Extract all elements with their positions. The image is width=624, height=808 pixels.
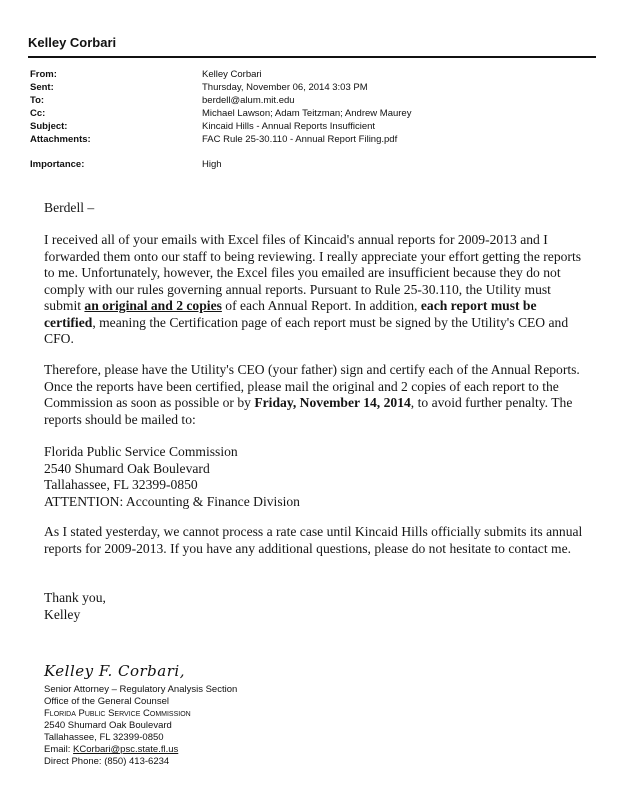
p1-emphasis-certified: each report must be certified xyxy=(44,298,537,330)
sig-street: 2540 Shumard Oak Boulevard xyxy=(44,720,172,731)
closing xyxy=(44,590,589,623)
email-label: Email: xyxy=(44,744,71,755)
greeting: Berdell – xyxy=(44,200,95,215)
closing-name: Kelley xyxy=(44,606,81,622)
p1-text-a: I received all of your emails with Excel files of Kincaid's annual reports for 2009-2013 and I forwarded them onto our staff to being reviewing. I really appreciate your effort getting the reports to me. Unfortunately, however, the Excel files you emailed are insufficient because they do not comply with our rules governing annual reports. Pursuant to Rule 25-30.110, the Utility must submit xyxy=(44,232,582,313)
sig-commission: Florida Public Service Commission xyxy=(44,708,191,719)
cc-value: Michael Lawson; Adam Teitzman; Andrew Maurey xyxy=(202,108,412,119)
paragraph-2 xyxy=(44,362,589,428)
attachments-label: Attachments: xyxy=(30,134,91,145)
attachment-file: FAC Rule 25-30.110 - Annual Report Filing.pdf xyxy=(202,134,398,145)
importance-label: Importance: xyxy=(30,159,85,170)
paragraph-3: As I stated yesterday, we cannot process a rate case until Kincaid Hills officially submits its annual reports for 2009-2013. If you have any additional questions, please do not hesitate to contact me. xyxy=(44,524,583,556)
signature-script-name: Kelley F. Corbari, xyxy=(44,662,185,680)
sig-city: Tallahassee, FL 32399-0850 xyxy=(44,732,164,743)
signature-block xyxy=(44,684,237,768)
sender-name-heading: Kelley Corbari xyxy=(28,35,117,50)
sent-value: Thursday, November 06, 2014 3:03 PM xyxy=(202,82,368,93)
p1-text-c: of each Annual Report. In addition, xyxy=(221,298,421,313)
mailing-address xyxy=(44,444,589,510)
p1-text-e: , meaning the Certification page of each report must be signed by the Utility's CEO and CFO. xyxy=(44,314,569,346)
sig-office: Office of the General Counsel xyxy=(44,696,169,707)
header-divider xyxy=(28,56,596,58)
p2-deadline-date: Friday, November 14, 2014 xyxy=(254,395,411,410)
address-line: ATTENTION: Accounting & Finance Division xyxy=(44,493,300,509)
p2-text-c: , to avoid further penalty. The reports should be mailed to: xyxy=(44,395,573,427)
address-line: 2540 Shumard Oak Boulevard xyxy=(44,460,210,476)
subject-label: Subject: xyxy=(30,121,68,132)
p1-emphasis-copies: an original and 2 copies xyxy=(84,298,222,313)
phone-number: (850) 413-6234 xyxy=(104,756,170,767)
p2-text-a: Therefore, please have the Utility's CEO (your father) sign and certify each of the Annual Reports. Once the reports have been certified, please mail the original and 2 copies of each report to the Commission as soon as possible or by xyxy=(44,362,580,410)
email-link[interactable]: KCorbari@psc.state.fl.us xyxy=(73,744,179,755)
sig-phone-row xyxy=(44,756,237,768)
paragraph-1 xyxy=(44,232,589,348)
closing-thanks: Thank you, xyxy=(44,590,106,605)
address-line: Tallahassee, FL 32399-0850 xyxy=(44,477,198,492)
sig-title: Senior Attorney – Regulatory Analysis Section xyxy=(44,684,238,695)
sent-label: Sent: xyxy=(30,82,54,93)
importance-value: High xyxy=(202,159,222,170)
to-label: To: xyxy=(30,95,45,106)
to-value: berdell@alum.mit.edu xyxy=(202,95,295,106)
from-value: Kelley Corbari xyxy=(202,69,262,80)
address-line: Florida Public Service Commission xyxy=(44,444,238,459)
cc-label: Cc: xyxy=(30,108,46,119)
subject-value: Kincaid Hills - Annual Reports Insufficient xyxy=(202,121,376,132)
phone-label: Direct Phone: xyxy=(44,756,102,767)
sig-email-row xyxy=(44,744,237,756)
from-label: From: xyxy=(30,69,57,80)
